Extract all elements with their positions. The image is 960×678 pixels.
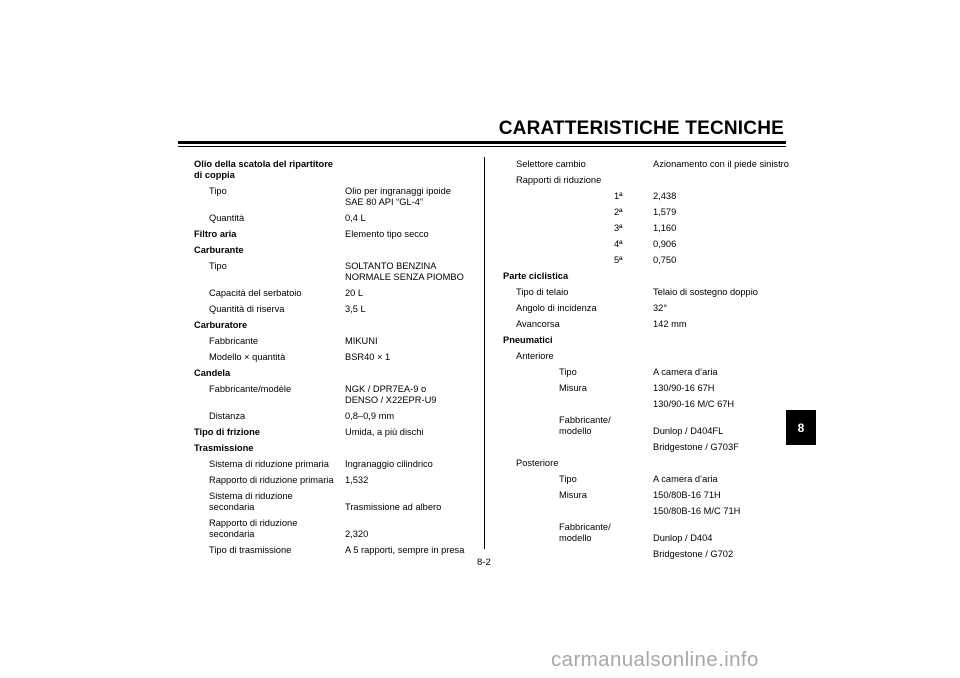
gear-number: 4ª (614, 239, 623, 249)
front-maker-value: Dunlop / D404FL (653, 426, 724, 436)
tires-heading: Pneumatici (503, 335, 553, 345)
fuel-type-label: Tipo (209, 261, 227, 271)
carburetor-heading: Carburatore (194, 320, 248, 330)
plug-maker-label: Fabbricante/modèle (209, 384, 292, 394)
gear-ratio-value: 1,160 (653, 223, 677, 233)
plug-maker-value: NGK / DPR7EA-9 o (345, 384, 427, 394)
gear-oil-qty-label: Quantità (209, 213, 245, 223)
carb-model-value: BSR40 × 1 (345, 352, 391, 362)
gear-ratio-value: 0,906 (653, 239, 677, 249)
front-size-label: Misura (559, 383, 587, 393)
trans-type-label: Tipo di trasmissione (209, 545, 292, 555)
rear-heading: Posteriore (516, 458, 559, 468)
carb-maker-value: MIKUNI (345, 336, 378, 346)
fuel-type-value-cont: NORMALE SENZA PIOMBO (345, 272, 464, 282)
front-heading: Anteriore (516, 351, 554, 361)
trail-value: 142 mm (653, 319, 687, 329)
primary-system-label: Sistema di riduzione primaria (209, 459, 329, 469)
frame-value: Telaio di sostegno doppio (653, 287, 758, 297)
gear-number: 1ª (614, 191, 623, 201)
front-type-value: A camera d’aria (653, 367, 718, 377)
shift-value: Azionamento con il piede sinistro (653, 159, 789, 169)
rear-maker-label: Fabbricante/ (559, 522, 611, 532)
transmission-heading: Trasmissione (194, 443, 254, 453)
gear-oil-qty-value: 0,4 L (345, 213, 366, 223)
chassis-heading: Parte ciclistica (503, 271, 569, 281)
air-filter-value: Elemento tipo secco (345, 229, 429, 239)
chapter-tab[interactable]: 8 (786, 410, 816, 445)
front-type-label: Tipo (559, 367, 577, 377)
gear-oil-type-value-cont: SAE 80 API “GL-4” (345, 197, 424, 207)
rear-maker-label-cont: modello (559, 533, 592, 543)
rear-type-label: Tipo (559, 474, 577, 484)
fuel-type-value: SOLTANTO BENZINA (345, 261, 437, 271)
gear-number: 5ª (614, 255, 623, 265)
gear-oil-heading: Olio della scatola del ripartitore (194, 159, 333, 169)
gear-oil-heading-cont: di coppia (194, 170, 235, 180)
gear-ratio-value: 0,750 (653, 255, 677, 265)
rear-type-value: A camera d’aria (653, 474, 718, 484)
shift-label: Selettore cambio (516, 159, 586, 169)
rear-size-value: 150/80B-16 71H (653, 490, 721, 500)
air-filter-label: Filtro aria (194, 229, 237, 239)
rear-maker-value: Dunlop / D404 (653, 533, 713, 543)
secondary-system-label: Sistema di riduzione (209, 491, 293, 501)
gear-ratio-label: Rapporti di riduzione (516, 175, 602, 185)
gear-ratio-value: 1,579 (653, 207, 677, 217)
primary-system-value: Ingranaggio cilindrico (345, 459, 433, 469)
secondary-system-label-cont: secondaria (209, 502, 255, 512)
carb-maker-label: Fabbricante (209, 336, 259, 346)
front-size-value-alt: 130/90-16 M/C 67H (653, 399, 735, 409)
primary-ratio-label: Rapporto di riduzione primaria (209, 475, 334, 485)
fuel-heading: Carburante (194, 245, 244, 255)
primary-ratio-value: 1,532 (345, 475, 369, 485)
rear-size-value-alt: 150/80B-16 M/C 71H (653, 506, 741, 516)
plug-gap-value: 0,8–0,9 mm (345, 411, 395, 421)
front-size-value: 130/90-16 67H (653, 383, 715, 393)
plug-maker-value-cont: DENSO / X22EPR-U9 (345, 395, 437, 405)
reserve-label: Quantità di riserva (209, 304, 285, 314)
clutch-label: Tipo di frizione (194, 427, 260, 437)
rear-size-label: Misura (559, 490, 587, 500)
gear-number: 3ª (614, 223, 623, 233)
front-maker-label: Fabbricante/ (559, 415, 611, 425)
secondary-ratio-label: Rapporto di riduzione (209, 518, 298, 528)
gear-oil-type-value: Olio per ingranaggi ipoide (345, 186, 451, 196)
title-rule (178, 141, 786, 144)
clutch-value: Umida, a più dischi (345, 427, 424, 437)
gear-number: 2ª (614, 207, 623, 217)
carb-model-label: Modello × quantità (209, 352, 286, 362)
secondary-ratio-label-cont: secondaria (209, 529, 255, 539)
trail-label: Avancorsa (516, 319, 560, 329)
gear-ratio-value: 2,438 (653, 191, 677, 201)
front-maker-label-cont: modello (559, 426, 592, 436)
gear-oil-type-label: Tipo (209, 186, 227, 196)
rear-maker-value-alt: Bridgestone / G702 (653, 549, 734, 559)
spark-plug-heading: Candela (194, 368, 231, 378)
title-rule-thin (178, 146, 786, 147)
plug-gap-label: Distanza (209, 411, 246, 421)
page-number: 8-2 (477, 557, 491, 568)
column-divider (484, 157, 485, 549)
trans-type-value: A 5 rapporti, sempre in presa (345, 545, 465, 555)
frame-label: Tipo di telaio (516, 287, 569, 297)
caster-value: 32° (653, 303, 668, 313)
watermark: carmanualsonline.info (551, 648, 759, 671)
tank-capacity-label: Capacità del serbatoio (209, 288, 302, 298)
page-title: CARATTERISTICHE TECNICHE (498, 118, 784, 139)
reserve-value: 3,5 L (345, 304, 366, 314)
caster-label: Angolo di incidenza (516, 303, 597, 313)
tank-capacity-value: 20 L (345, 288, 364, 298)
secondary-system-value: Trasmissione ad albero (345, 502, 442, 512)
secondary-ratio-value: 2,320 (345, 529, 369, 539)
front-maker-value-alt: Bridgestone / G703F (653, 442, 739, 452)
